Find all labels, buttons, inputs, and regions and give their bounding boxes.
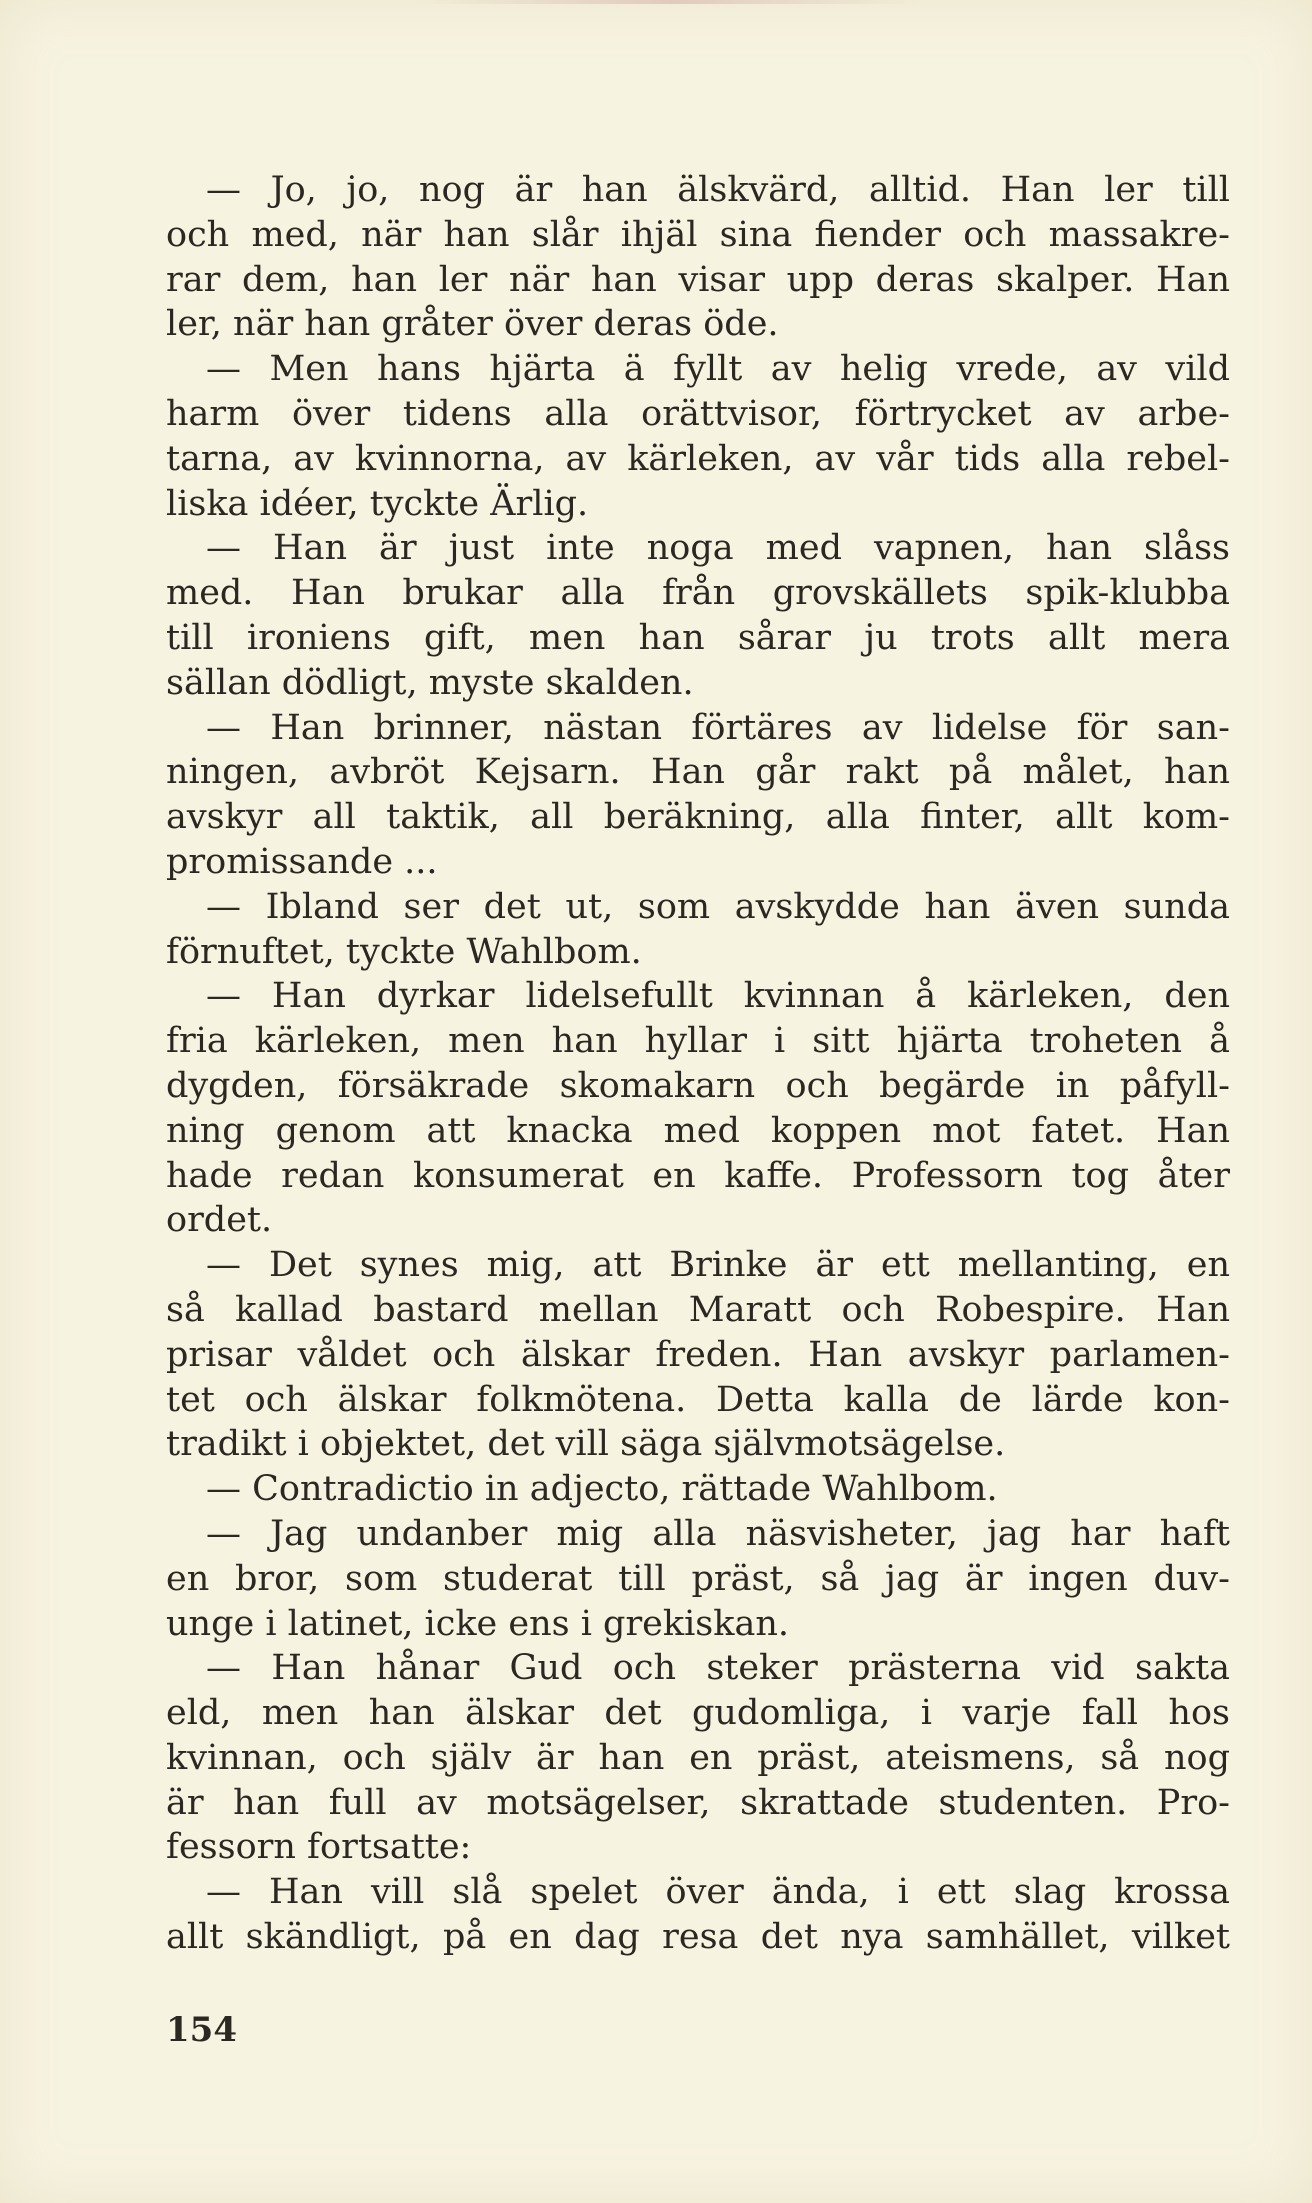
text-line: ning genom att knacka med koppen mot fatet. Han bbox=[166, 1110, 1230, 1151]
text-line: till ironiens gift, men han sårar ju trots allt mera bbox=[166, 617, 1230, 658]
text-line: liska idéer, tyckte Ärlig. bbox=[166, 483, 589, 524]
text-line: tet och älskar folkmötena. Detta kalla de lärde kon- bbox=[166, 1379, 1230, 1420]
page-number: 154 bbox=[166, 2010, 237, 2050]
text-line: dygden, försäkrade skomakarn och begärde in påfyll- bbox=[166, 1065, 1230, 1106]
text-line: kvinnan, och själv är han en präst, ateismens, så nog bbox=[166, 1737, 1230, 1778]
text-line: fria kärleken, men han hyllar i sitt hjärta troheten å bbox=[166, 1021, 1230, 1062]
text-line: är han full av motsägelser, skrattade studenten. Pro- bbox=[166, 1782, 1230, 1823]
text-line: — Contradictio in adjecto, rättade Wahlbom. bbox=[206, 1469, 998, 1510]
text-line: — Jo, jo, nog är han älskvärd, alltid. Han ler till bbox=[206, 170, 1230, 210]
text-line: harm över tidens alla orättvisor, förtrycket av arbe- bbox=[166, 393, 1230, 434]
text-line: rar dem, han ler när han visar upp deras skalper. Han bbox=[166, 259, 1230, 300]
text-line: och med, när han slår ihjäl sina fiender och massakre- bbox=[166, 214, 1230, 255]
page-body-text bbox=[166, 168, 1230, 1960]
text-line: — Han är just inte noga med vapnen, han slåss bbox=[206, 528, 1230, 569]
text-line: unge i latinet, icke ens i grekiskan. bbox=[166, 1603, 789, 1644]
text-line: — Han dyrkar lidelsefullt kvinnan å kärleken, den bbox=[206, 976, 1230, 1017]
text-line: — Jag undanber mig alla näsvisheter, jag har haft bbox=[206, 1513, 1230, 1554]
text-line: tarna, av kvinnorna, av kärleken, av vår tids alla rebel- bbox=[166, 438, 1230, 479]
text-line: promissande ... bbox=[166, 841, 438, 882]
text-line: — Han hånar Gud och steker prästerna vid sakta bbox=[206, 1648, 1230, 1689]
text-line: — Men hans hjärta ä fyllt av helig vrede, av vild bbox=[206, 349, 1230, 390]
text-line: en bror, som studerat till präst, så jag är ingen duv- bbox=[166, 1558, 1230, 1599]
text-line: — Det synes mig, att Brinke är ett mellanting, en bbox=[206, 1245, 1230, 1286]
text-line: med. Han brukar alla från grovskällets spik-klubba bbox=[166, 573, 1230, 614]
text-line: förnuftet, tyckte Wahlbom. bbox=[166, 931, 642, 972]
text-line: allt skändligt, på en dag resa det nya samhället, vilket bbox=[166, 1917, 1230, 1958]
text-line: ler, när han gråter över deras öde. bbox=[166, 304, 779, 345]
text-line: fessorn fortsatte: bbox=[166, 1827, 472, 1868]
text-line: eld, men han älskar det gudomliga, i varje fall hos bbox=[166, 1693, 1230, 1734]
text-line: — Han vill slå spelet över ända, i ett slag krossa bbox=[206, 1872, 1230, 1913]
text-line: — Han brinner, nästan förtäres av lidelse för san- bbox=[206, 707, 1230, 748]
text-line: avskyr all taktik, all beräkning, alla finter, allt kom- bbox=[166, 797, 1230, 838]
text-line: ningen, avbröt Kejsarn. Han går rakt på målet, han bbox=[166, 752, 1230, 793]
text-line: ordet. bbox=[166, 1200, 273, 1241]
text-line: — Ibland ser det ut, som avskydde han även sunda bbox=[206, 886, 1230, 927]
text-line: hade redan konsumerat en kaffe. Professorn tog åter bbox=[166, 1155, 1230, 1196]
page-edge-mark bbox=[420, 0, 920, 4]
text-line: prisar våldet och älskar freden. Han avskyr parlamen- bbox=[166, 1334, 1230, 1375]
text-line: sällan dödligt, myste skalden. bbox=[166, 662, 694, 703]
text-line: tradikt i objektet, det vill säga självmotsägelse. bbox=[166, 1424, 1006, 1465]
text-line: så kallad bastard mellan Maratt och Robespire. Han bbox=[166, 1289, 1230, 1330]
